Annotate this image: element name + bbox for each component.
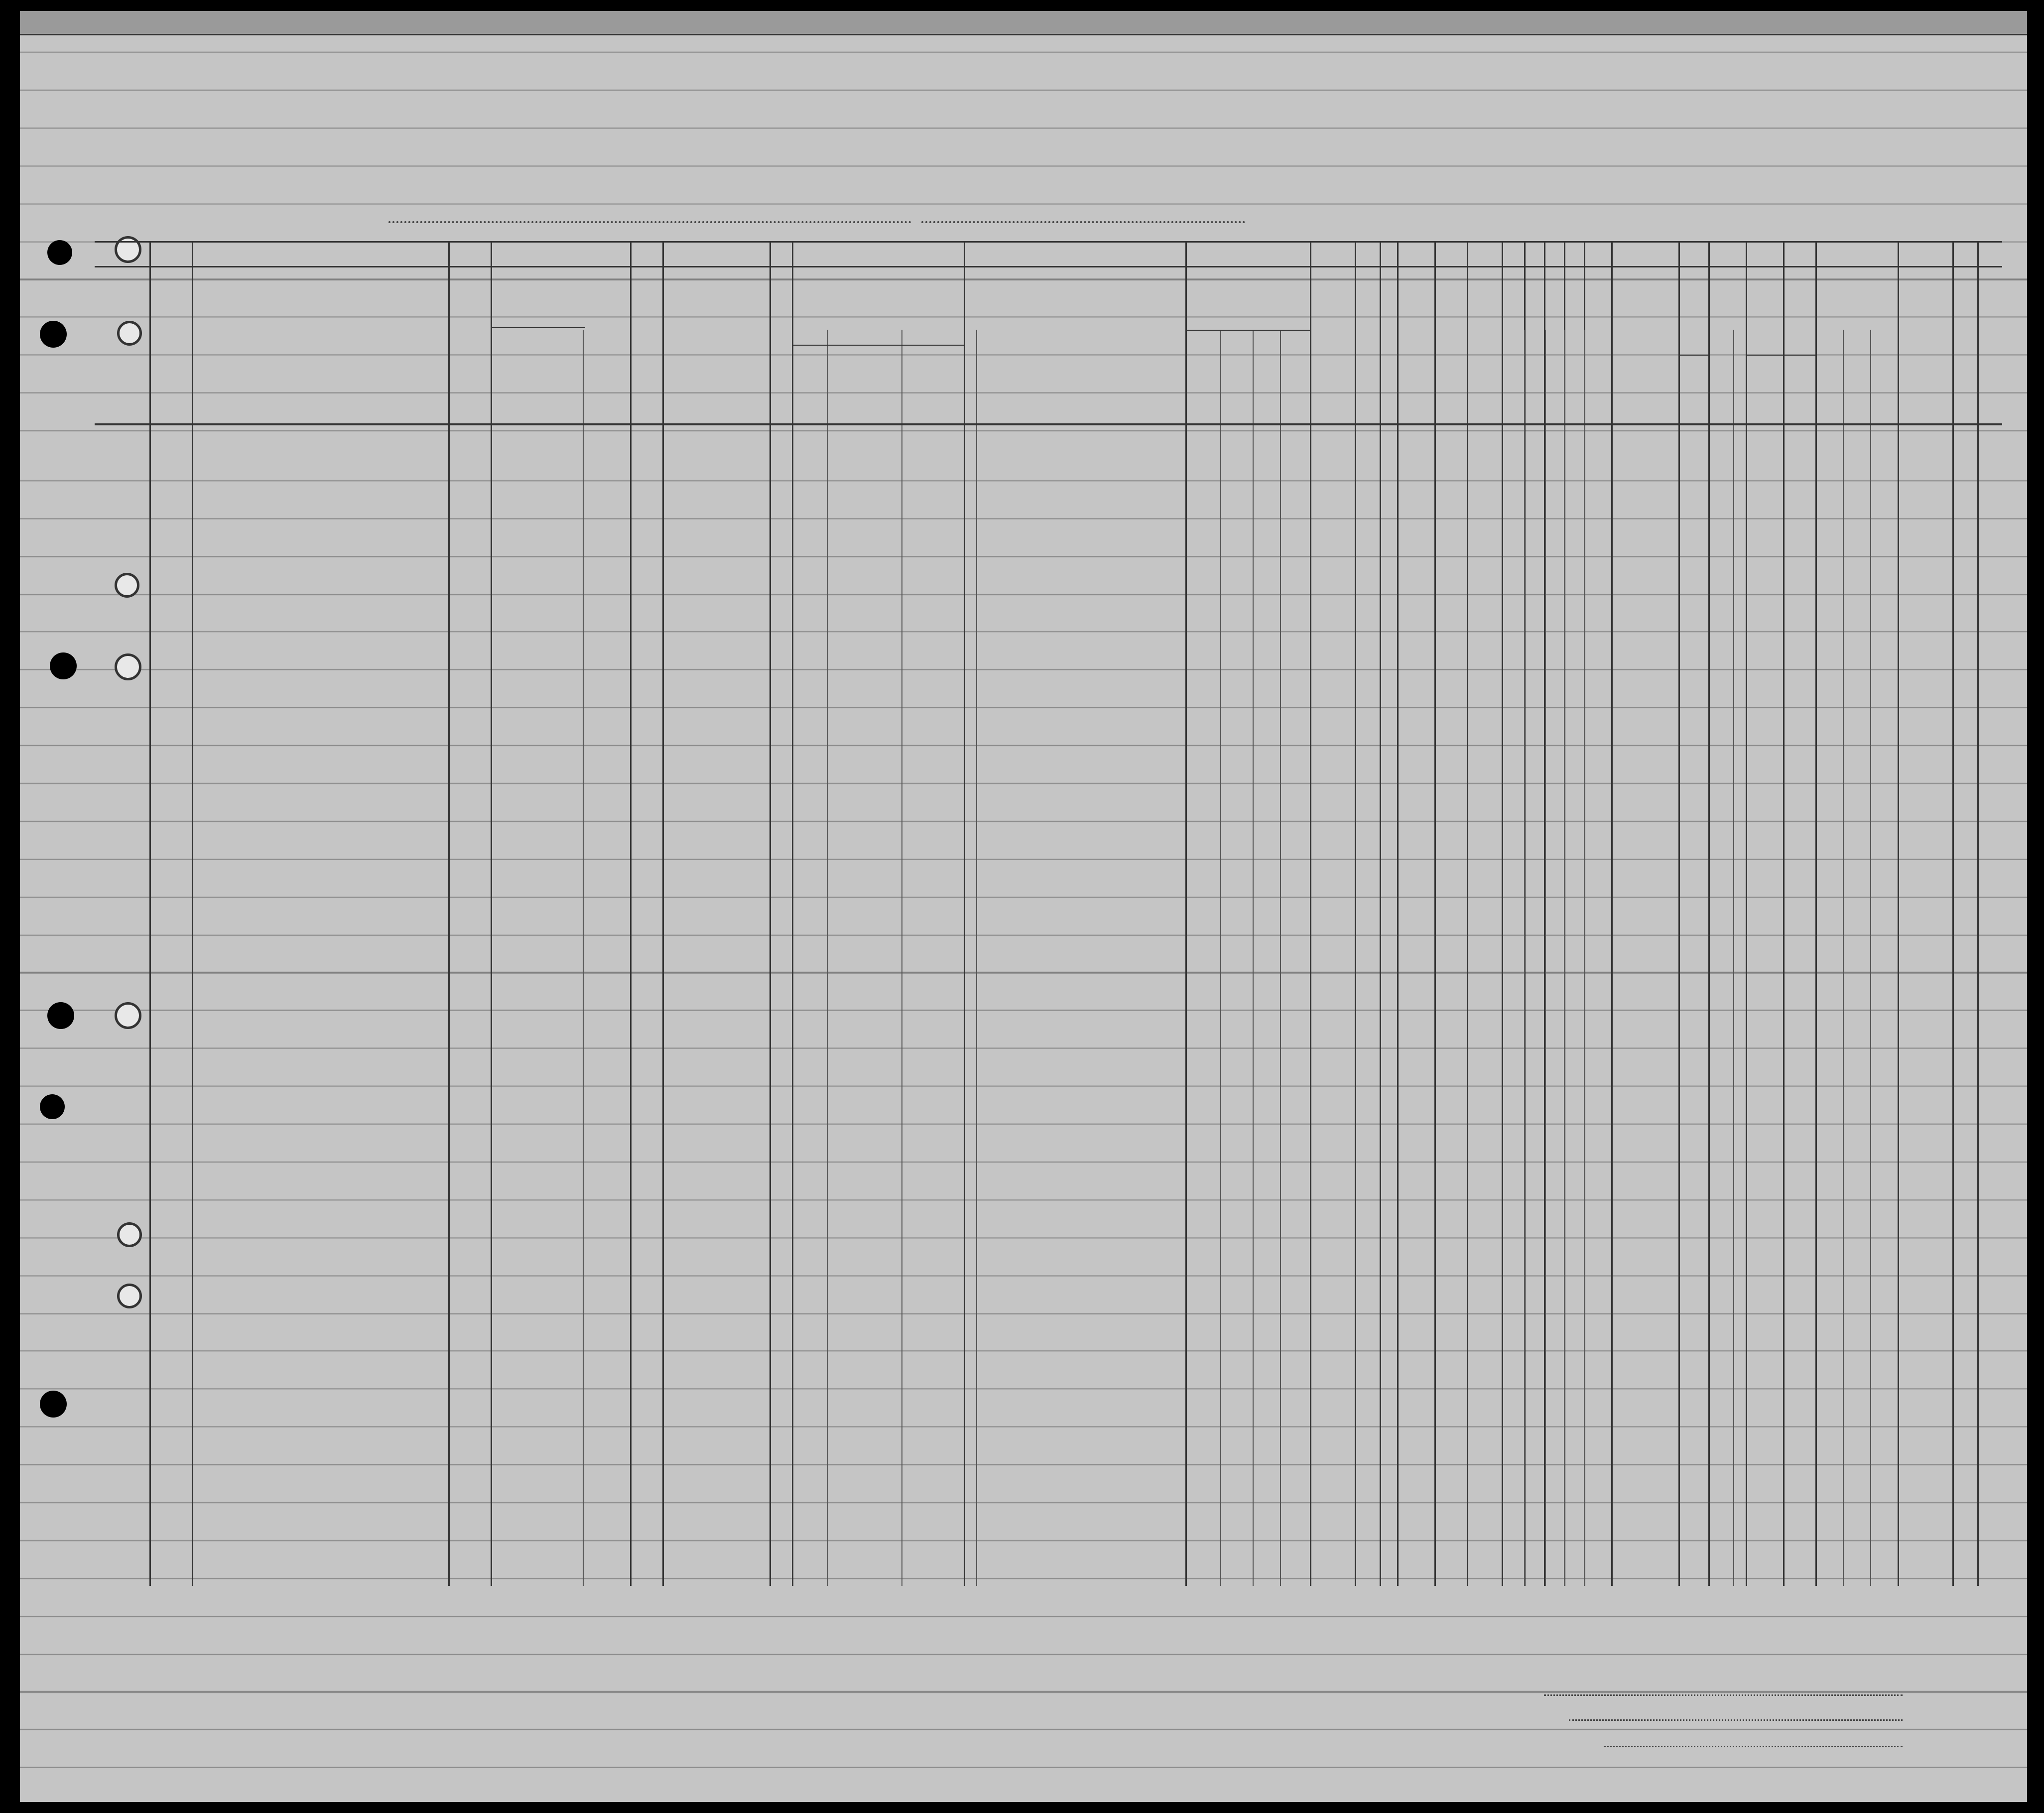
binder-ring-hole [117, 1284, 142, 1308]
column-rule [769, 241, 771, 1586]
binder-ring-hole [115, 236, 141, 263]
binder-hole [40, 1391, 67, 1418]
column-rule [1898, 241, 1899, 1586]
subheader-rule [1746, 355, 1815, 356]
subcolumn-rule [1733, 330, 1734, 1586]
column-rule [1977, 241, 1979, 1586]
subcolumn-rule [976, 330, 977, 1586]
top-binding-strip [20, 11, 2027, 35]
binder-hole [40, 1094, 65, 1119]
column-rule [1678, 241, 1680, 1586]
column-rule [1708, 241, 1710, 1586]
column-rule [1783, 241, 1785, 1586]
binder-hole [47, 1002, 74, 1029]
column-rule [1746, 241, 1747, 1586]
subheader-rule [792, 345, 964, 346]
subcolumn-rule [1220, 330, 1221, 1586]
column-rule [1380, 241, 1381, 1586]
column-rule [630, 241, 632, 1586]
binder-ring-hole [115, 653, 141, 680]
column-rule [1502, 241, 1503, 1586]
date-dotted-line [921, 221, 1245, 223]
column-rule [149, 241, 151, 1586]
binder-ring-hole [115, 573, 139, 598]
header-bottom-rule [95, 423, 2002, 425]
agents-field [1604, 1746, 1903, 1747]
column-rule [1952, 241, 1954, 1586]
subcolumn-rule [1843, 330, 1844, 1586]
column-rule [1815, 241, 1817, 1586]
subcolumn-rule [1545, 330, 1546, 1586]
column-number-rule [95, 266, 2002, 267]
owners-field [1569, 1719, 1903, 1721]
binder-ring-hole [117, 321, 142, 346]
subcolumn-rule [827, 330, 828, 1586]
subheader-rule [1185, 330, 1310, 331]
subcolumn-rule [1584, 330, 1585, 1586]
column-rule [1185, 241, 1187, 1586]
manifest-sheet [20, 11, 2027, 1802]
subheader-rule [491, 327, 585, 328]
column-rule [792, 241, 793, 1586]
subcolumn-rule [1253, 330, 1254, 1586]
binder-hole [40, 321, 67, 348]
column-rule [1434, 241, 1436, 1586]
header-top-rule [95, 241, 2002, 243]
binder-hole [50, 652, 77, 679]
column-rule [1355, 241, 1356, 1586]
subcolumn-rule [1280, 330, 1281, 1586]
line-field [1544, 1694, 1903, 1696]
column-rule [1310, 241, 1311, 1586]
column-rule [662, 241, 664, 1586]
subcolumn-rule [1870, 330, 1871, 1586]
column-rule [192, 241, 193, 1586]
column-rule [1467, 241, 1468, 1586]
column-rule [1397, 241, 1399, 1586]
subcolumn-rule [901, 330, 902, 1586]
subcolumn-rule [583, 330, 584, 1586]
binder-ring-hole [117, 1222, 142, 1247]
column-rule [1611, 241, 1613, 1586]
binder-ring-hole [115, 1002, 141, 1029]
subcolumn-rule [1564, 330, 1565, 1586]
port-dotted-line [388, 221, 911, 223]
binder-hole [47, 240, 72, 265]
column-rule [964, 241, 965, 1586]
subcolumn-rule [1524, 330, 1525, 1586]
column-rule [491, 241, 492, 1586]
subheader-rule [1678, 355, 1708, 356]
column-rule [448, 241, 450, 1586]
